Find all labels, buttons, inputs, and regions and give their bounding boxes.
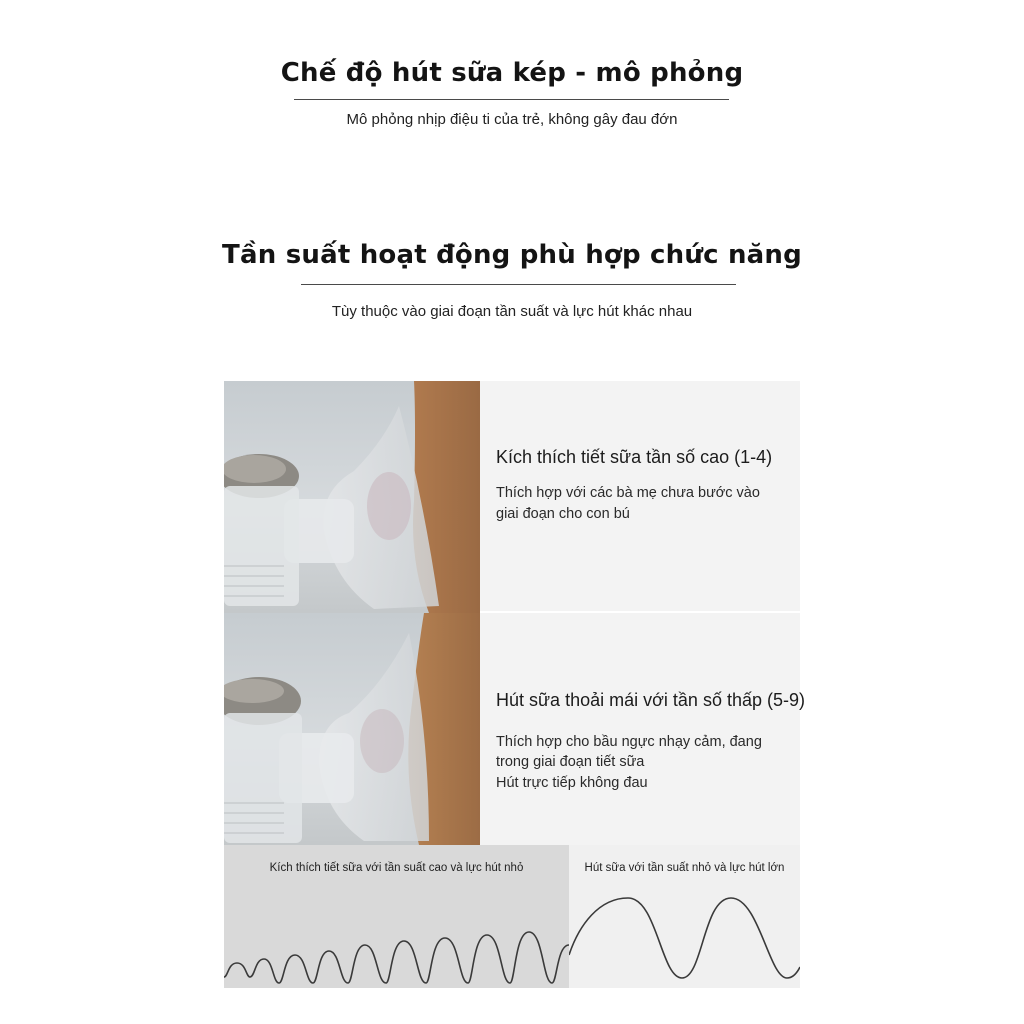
mode-title: Hút sữa thoải mái với tần số thấp (5-9) — [496, 690, 805, 710]
section2-divider — [301, 284, 736, 285]
section1-title: Chế độ hút sữa kép - mô phỏng — [280, 58, 744, 88]
waveform-high-frequency — [224, 845, 569, 988]
breast-pump-photo-low-frequency — [224, 613, 480, 845]
mode-title: Kích thích tiết sữa tần số cao (1-4) — [496, 447, 773, 467]
mode-panel-high-frequency — [480, 381, 800, 611]
section2-title: Tần suất hoạt động phù hợp chức năng — [222, 240, 802, 270]
mode-description-line: giai đoạn cho con bú — [496, 506, 630, 522]
waveform-caption: Kích thích tiết sữa với tần suất cao và lực hút nhỏ — [269, 862, 524, 874]
waveform-line-high-frequency — [224, 932, 569, 983]
waveform-line-low-frequency — [569, 898, 800, 978]
mode-panel-low-frequency — [480, 613, 805, 845]
waveform-low-frequency — [569, 845, 800, 988]
mode-description-line: Hút trực tiếp không đau — [496, 775, 648, 791]
mode-description-line: trong giai đoạn tiết sữa — [496, 754, 645, 770]
section2-subtitle: Tùy thuộc vào giai đoạn tần suất và lực hút khác nhau — [331, 303, 693, 320]
waveform-caption: Hút sữa với tần suất nhỏ và lực hút lớn — [584, 862, 785, 874]
section1-divider — [294, 99, 729, 100]
breast-pump-photo-high-frequency — [224, 381, 480, 613]
mode-description-line: Thích hợp với các bà mẹ chưa bước vào — [496, 485, 760, 501]
section1-subtitle: Mô phỏng nhịp điệu ti của trẻ, không gây đau đớn — [346, 111, 678, 128]
mode-description-line: Thích hợp cho bầu ngực nhạy cảm, đang — [496, 734, 762, 750]
